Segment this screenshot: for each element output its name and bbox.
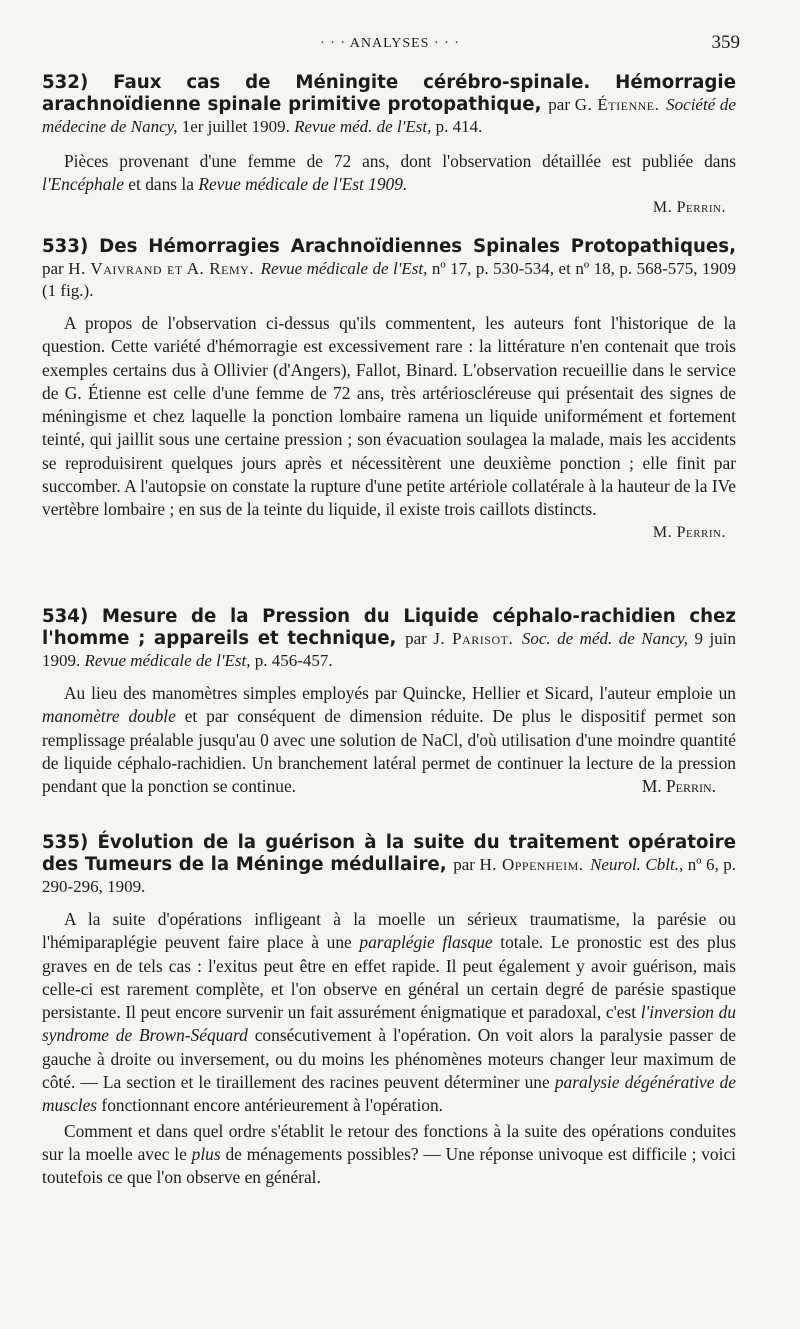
article-body: Au lieu des manomètres simples employés par Quincke, Hellier et Sicard, l'auteur emploie un manomètre double et par conséquent de dimension réduite. De plus le dispositif permet son remplissage préalable jusqu'au 0 avec une solution de NaCl, d'où utilisation d'une moindre quantité de liquide céphalo-rachidien. Un branchement latéral permet de continuer la lecture de la pression pendant que la ponction se continue. M. Perrin.: [42, 682, 736, 798]
article-number: 533): [42, 236, 89, 257]
article-body: A propos de l'observation ci-dessus qu'ils commentent, les auteurs font l'historique de la question. Cette variété d'hémorragie est excessivement rare : la littérature n'en contenait que trois exemples certains dus à Ollivier (d'Angers), Fallot, Binard. L'observation recueillie dans le service de G. Étienne est celle d'une femme de 72 ans, très artérioscléreuse qui présentait des signes de méningisme et chez laquelle la ponction lombaire ramena un liquide uniformément et fortement teinté, qui jaillit sous une certaine pression ; son évacuation soulagea la malade, mais les accidents se reproduisirent quelques jours après et nécessitèrent une deuxième ponction ; elle finit par succomber. A l'autopsie on constate la rupture d'une petite artériole collatérale à la hauteur de la IVe vertèbre lombaire ; en sus de la teinte du liquide, il existe trois caillots distincts.: [42, 313, 736, 520]
article-title: 535) Évolution de la guérison à la suite du traitement opératoire des Tumeurs de la Méninge médullaire, par H. Oppenheim. Neurol. Cblt., nº 6, p. 290-296, 1909.: [42, 832, 736, 896]
article-signature: M. Perrin.: [641, 776, 716, 797]
article-title: 533) Des Hémorragies Arachnoïdiennes Spinales Protopathiques, par H. Vaivrand et A. Remy. Revue médicale de l'Est, nº 17, p. 530-534, et nº 18, p. 568-575, 1909 (1 fig.).: [42, 236, 736, 300]
article-author: H. Oppenheim.: [479, 855, 584, 874]
article-body: A la suite d'opérations infligeant à la moelle un sérieux traumatisme, la parésie ou l'hémiparaplégie peuvent faire place à une paraplégie flasque totale. Le pronostic est des plus graves en de tels cas : l'exitus peut être en effet rapide. Il peut également y avoir guérison, mais celle-ci est rarement complète, et l'on observe en général un certain degré de parésie spastique persistante. Il peut encore survenir un fait assurément énigmatique et paradoxal, c'est l'inversion du syndrome de Brown-Séquard consécutivement à l'opération. On voit alors la paralysie passer de gauche à droite ou inversement, ou du moins les phénomènes moteurs changer leur maximum de côté. — La section et le tiraillement des racines peuvent déterminer une paralysie dégénérative de muscles fonctionnant encore antérieurement à l'opération.: [42, 909, 737, 1116]
article-author: J. Parisot.: [433, 629, 514, 648]
article-title-text: Des Hémorragies Arachnoïdiennes Spinales Protopathiques,: [99, 236, 736, 257]
article-body: Pièces provenant d'une femme de 72 ans, dont l'observation détaillée est publiée dans l'Encéphale et dans la Revue médicale de l'Est 1909.: [42, 151, 736, 195]
running-title: · · · ANALYSES · · ·: [320, 36, 460, 51]
article-number: 532): [42, 72, 89, 93]
article-title-text: Évolution de la guérison à la suite du traitement opératoire des Tumeurs de la Méninge médullaire,: [42, 832, 736, 875]
article-signature: M. Perrin.: [652, 198, 726, 216]
article-532: [42, 72, 736, 217]
article-title-text: Mesure de la Pression du Liquide céphalo-rachidien chez l'homme ; appareils et technique,: [42, 606, 736, 649]
article-number: 534): [42, 606, 89, 627]
article-535: [42, 832, 736, 1190]
article-533: [42, 236, 736, 542]
article-title-text: Faux cas de Méningite cérébro-spinale. Hémorragie arachnoïdienne spinale primitive protopathique,: [42, 72, 736, 115]
article-author: H. Vaivrand et A. Remy.: [68, 259, 255, 278]
article-author: G. Étienne.: [574, 95, 660, 114]
article-title: 532) Faux cas de Méningite cérébro-spinale. Hémorragie arachnoïdienne spinale primitive protopathique, par G. Étienne. Société de médecine de Nancy, 1er juillet 1909. Revue méd. de l'Est, p. 414.: [42, 72, 736, 136]
page-number: 359: [711, 32, 740, 53]
article-body-paragraph-2: Comment et dans quel ordre s'établit le retour des fonctions à la suite des opérations conduites sur la moelle avec le plus de ménagements possibles? — Une réponse univoque est difficile ; voici toutefois ce que l'on observe en général.: [42, 1120, 736, 1188]
page-header: [40, 32, 740, 60]
article-title: 534) Mesure de la Pression du Liquide céphalo-rachidien chez l'homme ; appareils et technique, par J. Parisot. Soc. de méd. de Nancy, 9 juin 1909. Revue médicale de l'Est, p. 456-457.: [42, 606, 737, 670]
article-number: 535): [42, 832, 89, 853]
article-signature: M. Perrin.: [652, 523, 726, 541]
article-534: [42, 606, 736, 798]
